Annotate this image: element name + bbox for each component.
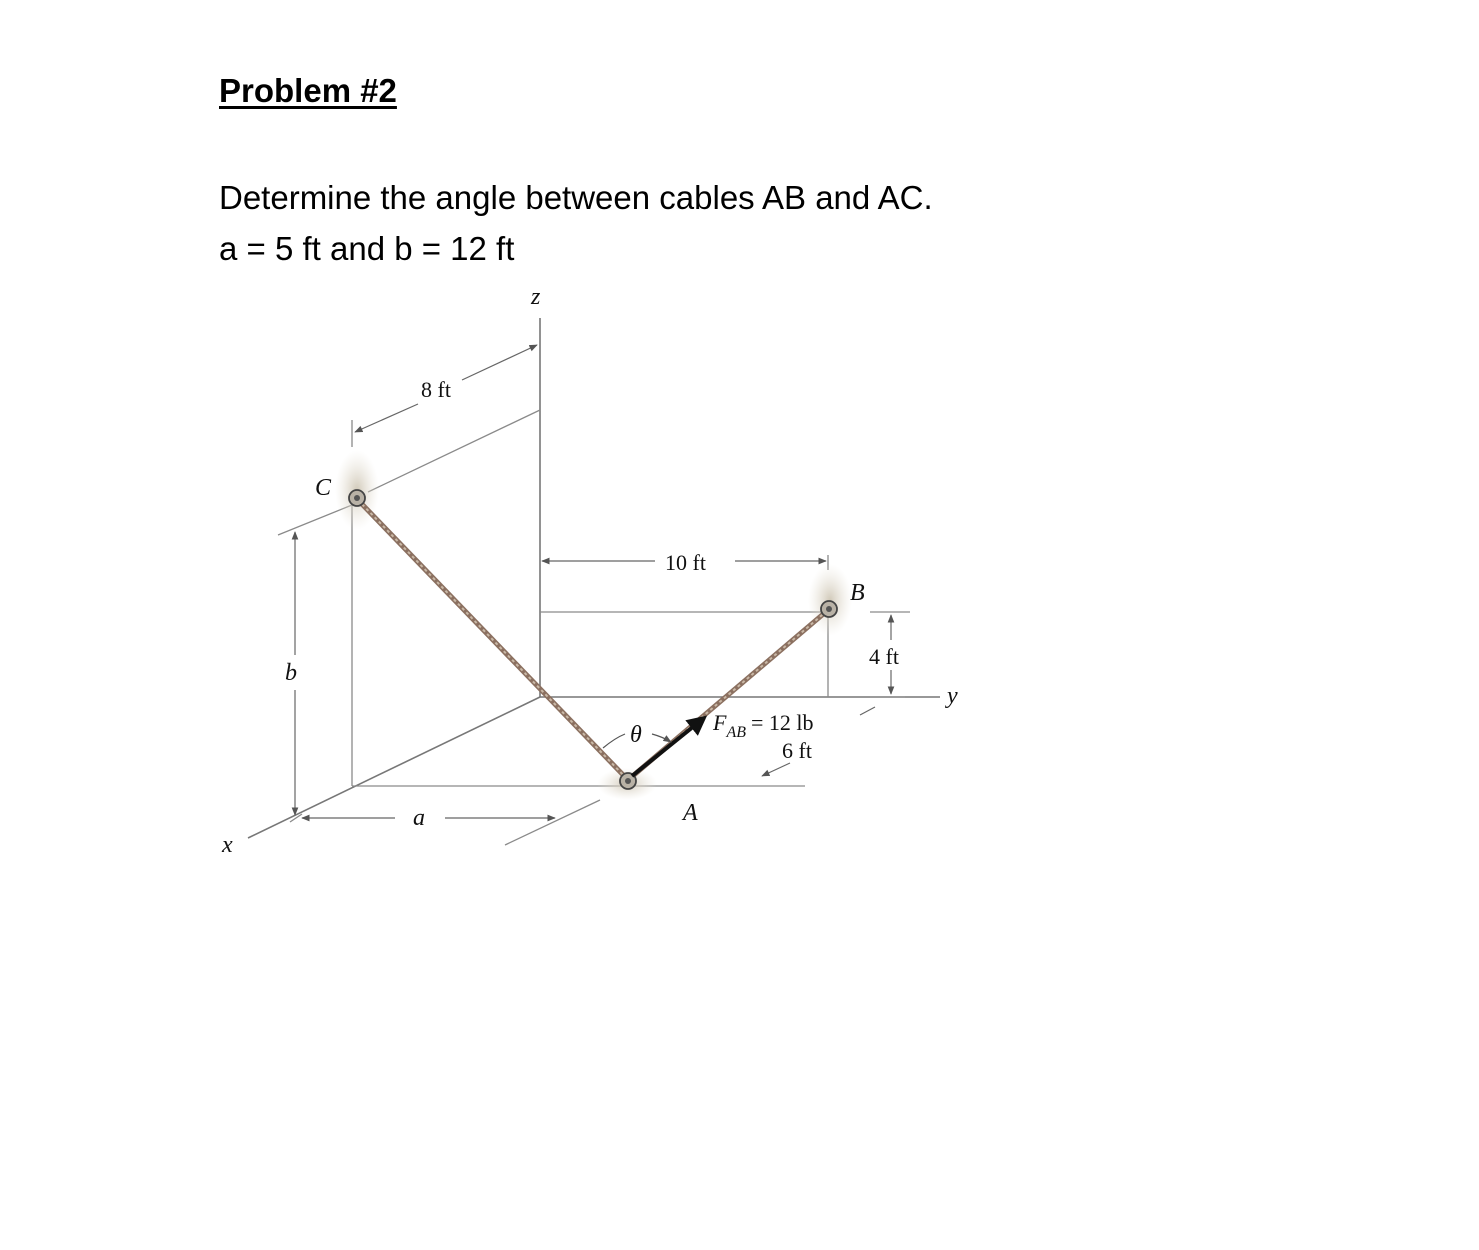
problem-title: Problem #2 <box>219 72 397 109</box>
force-value: = 12 lb <box>751 710 814 735</box>
force-arrow-fab <box>632 718 704 776</box>
dim-label-b: b <box>285 660 297 686</box>
force-subscript: AB <box>726 724 746 741</box>
dim-label-a: a <box>413 805 425 831</box>
point-label-b: B <box>850 580 865 606</box>
dim-6ft-leader <box>762 763 790 776</box>
axis-label-x: x <box>222 832 233 858</box>
dim-label-6ft: 6 ft <box>782 738 812 763</box>
anchor-b-shadow <box>808 564 852 636</box>
cables <box>358 500 828 780</box>
statement-line-2: a = 5 ft and b = 12 ft <box>219 230 515 267</box>
dim-label-10ft: 10 ft <box>665 550 706 575</box>
axis-label-y: y <box>947 683 958 709</box>
dim-8ft-left <box>355 404 418 432</box>
force-label <box>712 710 814 741</box>
x-axis <box>248 697 540 838</box>
axis-label-z: z <box>531 284 541 310</box>
angle-theta-label: θ <box>630 722 642 748</box>
point-label-c: C <box>315 475 332 501</box>
force-symbol: F <box>713 710 727 735</box>
dim-label-4ft: 4 ft <box>869 644 899 669</box>
dim-label-8ft: 8 ft <box>421 377 451 402</box>
fab-leader <box>860 707 875 715</box>
statement-line-1: Determine the angle between cables AB and AC. <box>219 179 933 216</box>
point-label-a: A <box>683 800 698 826</box>
dim-8ft-right <box>462 345 537 380</box>
